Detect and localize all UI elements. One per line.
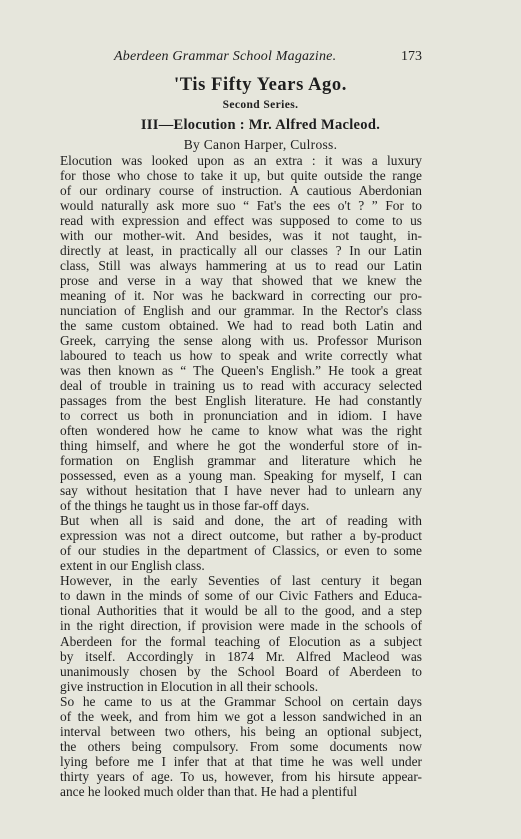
body-line: expression was not a direct outcome, but rather a by-product bbox=[60, 528, 422, 544]
byline: By Canon Harper, Culross. bbox=[183, 137, 338, 152]
body-line: of our ordinary course of instruction. A cautious Aberdonian bbox=[60, 183, 422, 199]
body-line: the same custom obtained. We had to read both Latin and bbox=[60, 318, 422, 334]
body-line: So he came to us at the Grammar School on certain days bbox=[60, 693, 422, 709]
body-line: with our mother-wit. And besides, was it not taught, in- bbox=[60, 228, 422, 244]
body-line: of the things he taught us in those far-off days. bbox=[60, 498, 310, 514]
body-line: to correct us both in pronunciation and in idiom. I have bbox=[60, 408, 422, 424]
running-head-title: Aberdeen Grammar School Magazine. bbox=[114, 49, 337, 64]
body-line: to dawn in the minds of some of our Civic Fathers and Educa- bbox=[60, 588, 422, 604]
body-line: unanimously chosen by the School Board of Aberdeen to bbox=[60, 663, 422, 679]
running-head bbox=[60, 49, 422, 67]
body-line: Greek, carrying the sense along with us. Professor Murison bbox=[60, 333, 422, 349]
body-line: tional Authorities that it would be all to the good, and a step bbox=[60, 603, 422, 619]
body-line: often wondered how he came to know what was the right bbox=[60, 423, 422, 439]
body-line: thing himself, and where he got the wonderful store of in- bbox=[60, 438, 422, 454]
body-line: would naturally ask more suo “ Fat's the ees o't ? ” For to bbox=[60, 198, 422, 214]
body-line: read with expression and effect was supposed to come to us bbox=[60, 213, 422, 229]
body-line: class, Still was always hammering at us to read our Latin bbox=[60, 258, 422, 274]
body-line: However, in the early Seventies of last century it began bbox=[60, 573, 422, 589]
body-line: Aberdeen for the formal teaching of Elocution as a subject bbox=[60, 633, 422, 649]
series-label: Second Series. bbox=[222, 99, 299, 111]
body-line: passages from the best English literature. He had constantly bbox=[60, 393, 422, 409]
body-line: in the right direction, if provision were made in the schools of bbox=[60, 618, 422, 634]
body-line: nunciation of English and our grammar. In the Rector's class bbox=[60, 303, 422, 319]
body-line: extent in our English class. bbox=[60, 558, 205, 574]
body-line: possessed, even as a young man. Speaking for myself, I can bbox=[60, 468, 422, 484]
body-line: by itself. Accordingly in 1874 Mr. Alfred Macleod was bbox=[60, 648, 422, 664]
body-line: Elocution was looked upon as an extra : it was a luxury bbox=[60, 153, 422, 168]
body-line: laboured to teach us how to speak and write correctly what bbox=[60, 348, 422, 364]
article-body bbox=[60, 153, 422, 799]
body-line: interval between two others, his being an optional subject, bbox=[60, 723, 422, 739]
body-line: directly at least, in practically all our classes ? In our Latin bbox=[60, 243, 422, 259]
body-line: of our studies in the department of Classics, or even to some bbox=[60, 543, 422, 559]
body-line: prose and verse in a way that showed that we knew the bbox=[60, 273, 422, 289]
body-line: formation on English grammar and literature which he bbox=[60, 453, 422, 469]
body-line: give instruction in Elocution in all their schools. bbox=[60, 678, 319, 694]
body-line: of the week, and from him we got a lesson sandwiched in an bbox=[60, 708, 422, 724]
body-line: for those who chose to take it up, but quite outside the range bbox=[60, 168, 422, 184]
body-line: ance he looked much older than that. He had a plentiful bbox=[60, 783, 358, 799]
page-number: 173 bbox=[401, 49, 422, 64]
body-line: the others being compulsory. From some documents now bbox=[60, 738, 422, 754]
body-line: lying before me I infer that at that time he was well under bbox=[60, 753, 422, 769]
body-line: say without hesitation that I have never had to unlearn any bbox=[60, 483, 422, 499]
article-title: 'Tis Fifty Years Ago. bbox=[174, 75, 347, 95]
body-line: meaning of it. Nor was he backward in correcting our pro- bbox=[60, 288, 422, 304]
section-heading: III—Elocution : Mr. Alfred Macleod. bbox=[140, 117, 381, 133]
body-line: But when all is said and done, the art of reading with bbox=[60, 513, 422, 529]
body-line: deal of trouble in training us to read with accuracy selected bbox=[60, 378, 422, 394]
body-line: thirty years of age. To us, however, from his hirsute appear- bbox=[60, 768, 422, 784]
body-line: was then known as “ The Queen's English.” He took a great bbox=[60, 363, 422, 379]
